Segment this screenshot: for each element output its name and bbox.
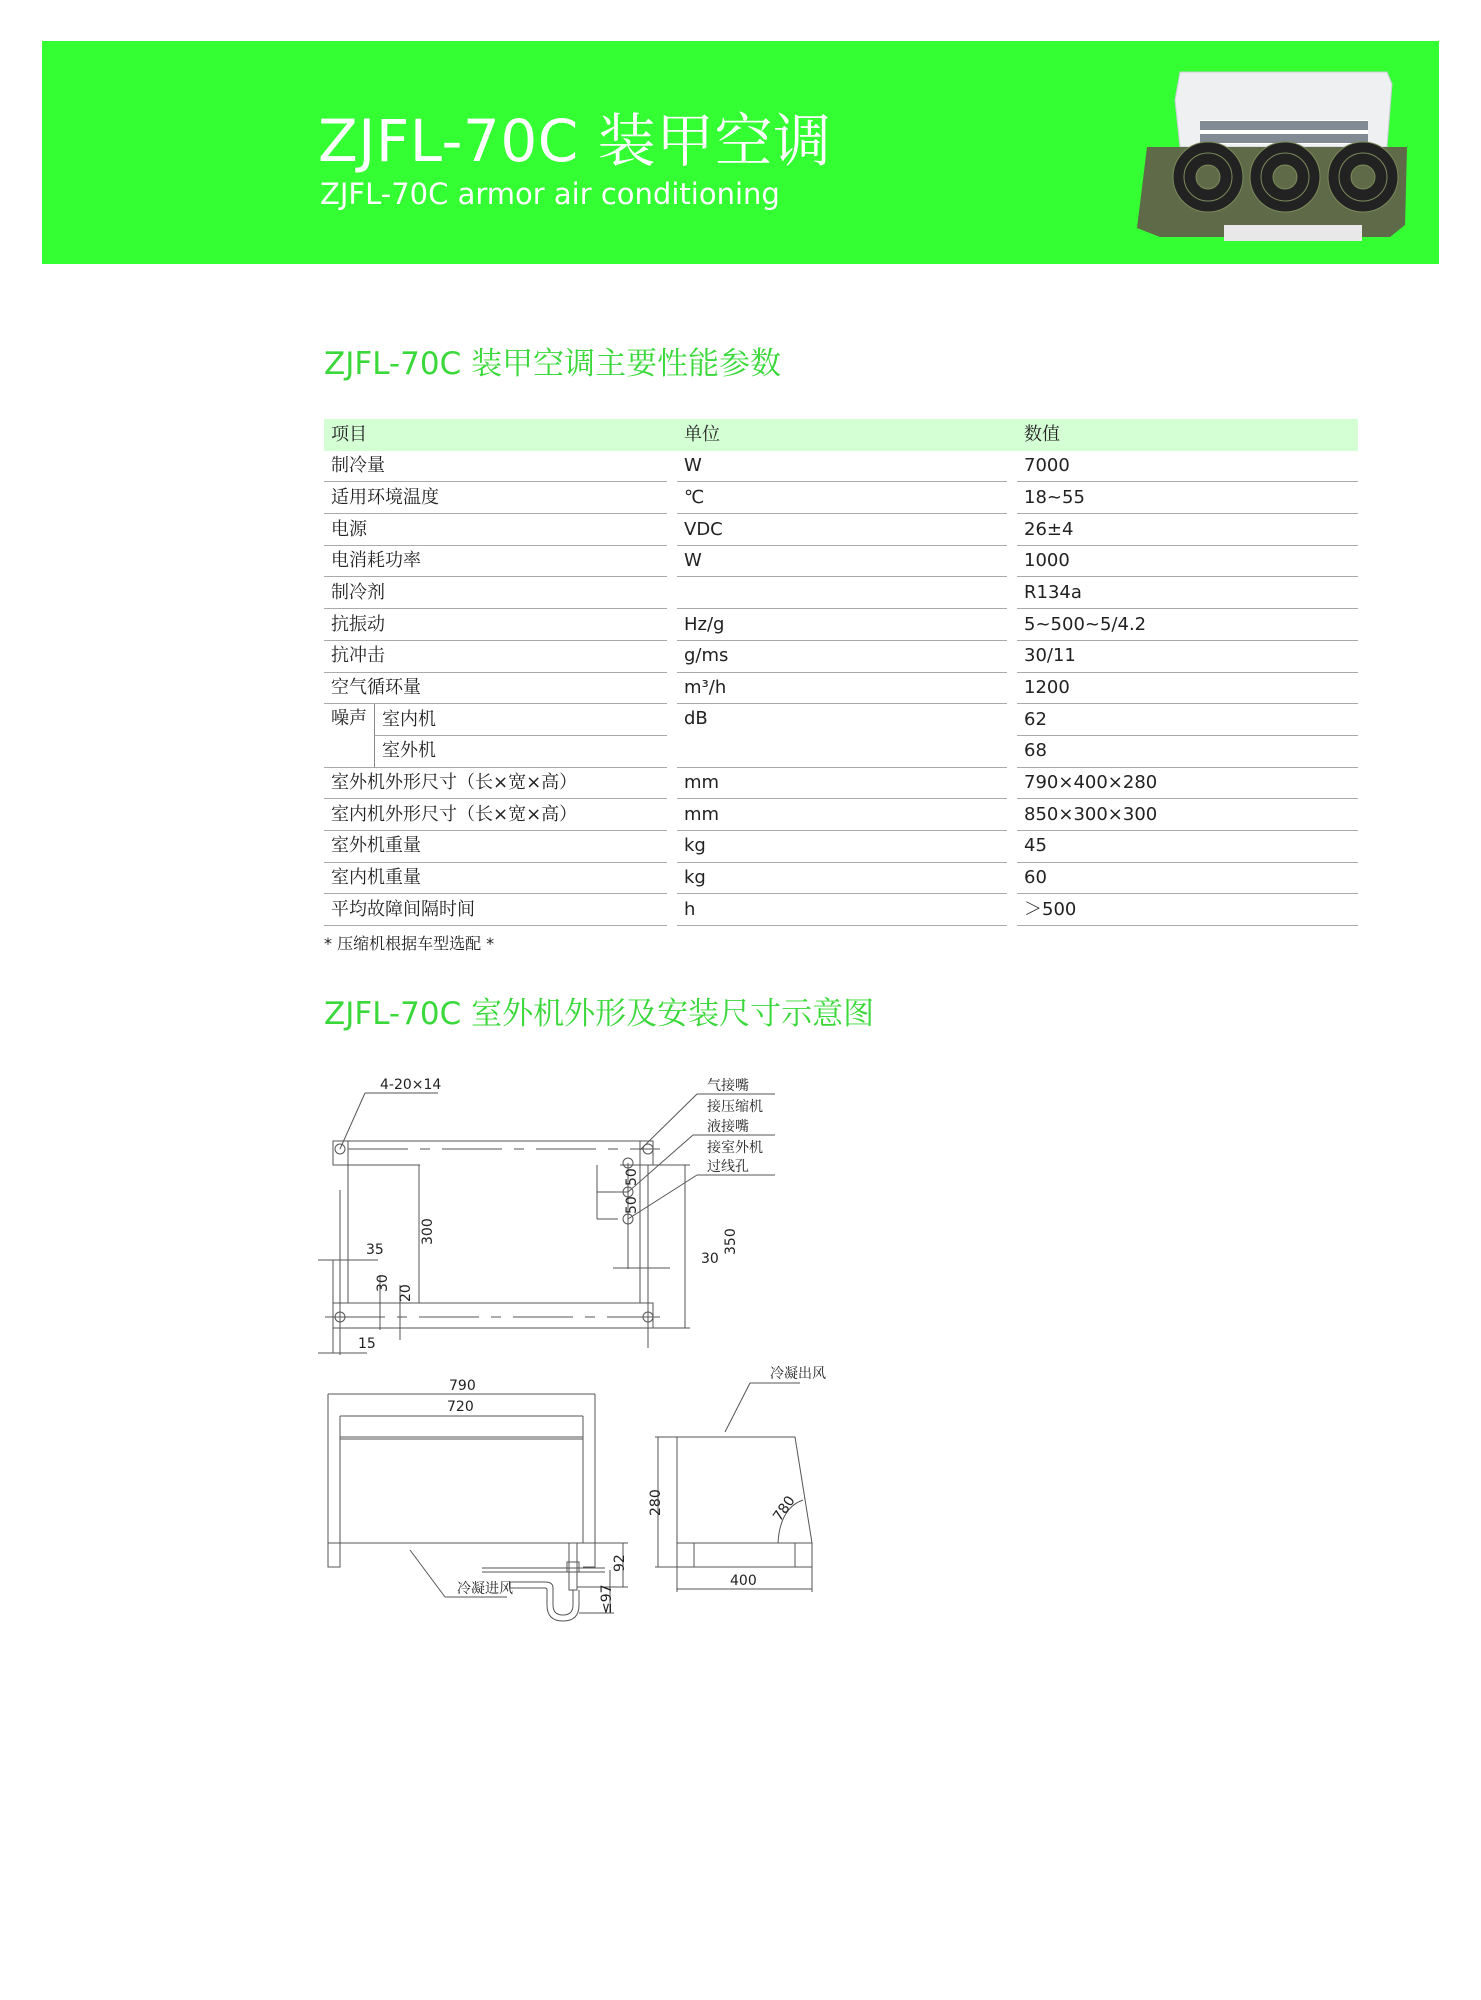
cell-item: 室外机外形尺寸（长×宽×高） xyxy=(324,768,667,800)
dim-30-right: 30 xyxy=(701,1251,719,1267)
cell-value: 62 xyxy=(1017,704,1358,736)
cell-value: 1200 xyxy=(1017,673,1358,705)
dim-780-angle: 780 xyxy=(770,1493,799,1525)
cell-unit: W xyxy=(677,451,1007,483)
cell-item: 抗冲击 xyxy=(324,641,667,673)
dim-300: 300 xyxy=(420,1218,436,1245)
cell-item: 电消耗功率 xyxy=(324,546,667,578)
cell-unit: mm xyxy=(677,768,1007,800)
dim-30-left: 30 xyxy=(375,1274,391,1292)
cell-subitem: 室内机 xyxy=(374,704,667,736)
cell-unit: ℃ xyxy=(677,482,1007,514)
cell-unit: W xyxy=(677,546,1007,578)
dim-20: 20 xyxy=(398,1284,414,1302)
page-title: ZJFL-70C 装甲空调 xyxy=(318,107,832,175)
cell-unit: kg xyxy=(677,863,1007,895)
dim-35: 35 xyxy=(366,1242,384,1258)
dim-400: 400 xyxy=(730,1573,757,1589)
cell-unit: VDC xyxy=(677,514,1007,546)
dim-97: ≤97 xyxy=(599,1584,615,1614)
cell-value: 850×300×300 xyxy=(1017,799,1358,831)
side-view xyxy=(655,1383,812,1592)
cell-value: 30/11 xyxy=(1017,641,1358,673)
cell-item: 噪声 xyxy=(324,704,374,767)
label-condenser-outlet: 冷凝出风 xyxy=(770,1366,826,1382)
cell-item: 制冷剂 xyxy=(324,577,667,609)
dim-350: 350 xyxy=(723,1228,739,1255)
dim-15: 15 xyxy=(358,1336,376,1352)
cell-item: 室内机外形尺寸（长×宽×高） xyxy=(324,799,667,831)
label-liquid-port: 液接嘴 xyxy=(707,1119,749,1135)
dim-790: 790 xyxy=(449,1378,476,1394)
dim-280: 280 xyxy=(648,1489,664,1516)
cell-value: 68 xyxy=(1017,736,1358,768)
col-header-item: 项目 xyxy=(324,419,667,451)
cell-item: 空气循环量 xyxy=(324,673,667,705)
cell-item: 平均故障间隔时间 xyxy=(324,894,667,926)
cell-item: 制冷量 xyxy=(324,451,667,483)
cell-unit: mm xyxy=(677,799,1007,831)
section-heading-drawing: ZJFL-70C 室外机外形及安装尺寸示意图 xyxy=(324,996,875,1032)
cell-value: 790×400×280 xyxy=(1017,768,1358,800)
cell-item: 适用环境温度 xyxy=(324,482,667,514)
dim-720: 720 xyxy=(447,1399,474,1415)
cell-value: R134a xyxy=(1017,577,1358,609)
cell-value: 45 xyxy=(1017,831,1358,863)
dim-92: 92 xyxy=(612,1554,628,1572)
cell-unit: kg xyxy=(677,831,1007,863)
dim-50b: 50 xyxy=(624,1196,640,1214)
label-condenser-inlet: 冷凝进风 xyxy=(457,1581,513,1597)
label-cable-hole: 过线孔 xyxy=(707,1159,749,1175)
cell-value: ＞500 xyxy=(1017,894,1358,926)
cell-unit: Hz/g xyxy=(677,609,1007,641)
cell-value: 7000 xyxy=(1017,451,1358,483)
cell-item: 室内机重量 xyxy=(324,863,667,895)
label-to-compressor: 接压缩机 xyxy=(707,1099,763,1115)
page-subtitle: ZJFL-70C armor air conditioning xyxy=(320,177,780,211)
label-to-outdoor-unit: 接室外机 xyxy=(707,1140,763,1156)
cell-item: 电源 xyxy=(324,514,667,546)
cell-item: 室外机重量 xyxy=(324,831,667,863)
cell-unit: g/ms xyxy=(677,641,1007,673)
col-header-unit: 单位 xyxy=(677,419,1007,451)
cell-subitem: 室外机 xyxy=(374,736,667,768)
col-header-value: 数值 xyxy=(1017,419,1358,451)
cell-value: 5~500~5/4.2 xyxy=(1017,609,1358,641)
footnote: * 压缩机根据车型选配 * xyxy=(324,934,495,953)
cell-unit: dB xyxy=(677,704,1007,767)
cell-unit: m³/h xyxy=(677,673,1007,705)
cell-value: 18~55 xyxy=(1017,482,1358,514)
label-gas-port: 气接嘴 xyxy=(707,1078,749,1094)
cell-item: 抗振动 xyxy=(324,609,667,641)
hole-label: 4-20×14 xyxy=(380,1077,442,1093)
section-heading-specs: ZJFL-70C 装甲空调主要性能参数 xyxy=(324,346,782,382)
cell-value: 26±4 xyxy=(1017,514,1358,546)
dim-50a: 50 xyxy=(624,1168,640,1186)
cell-unit: h xyxy=(677,894,1007,926)
cell-value: 60 xyxy=(1017,863,1358,895)
cell-value: 1000 xyxy=(1017,546,1358,578)
